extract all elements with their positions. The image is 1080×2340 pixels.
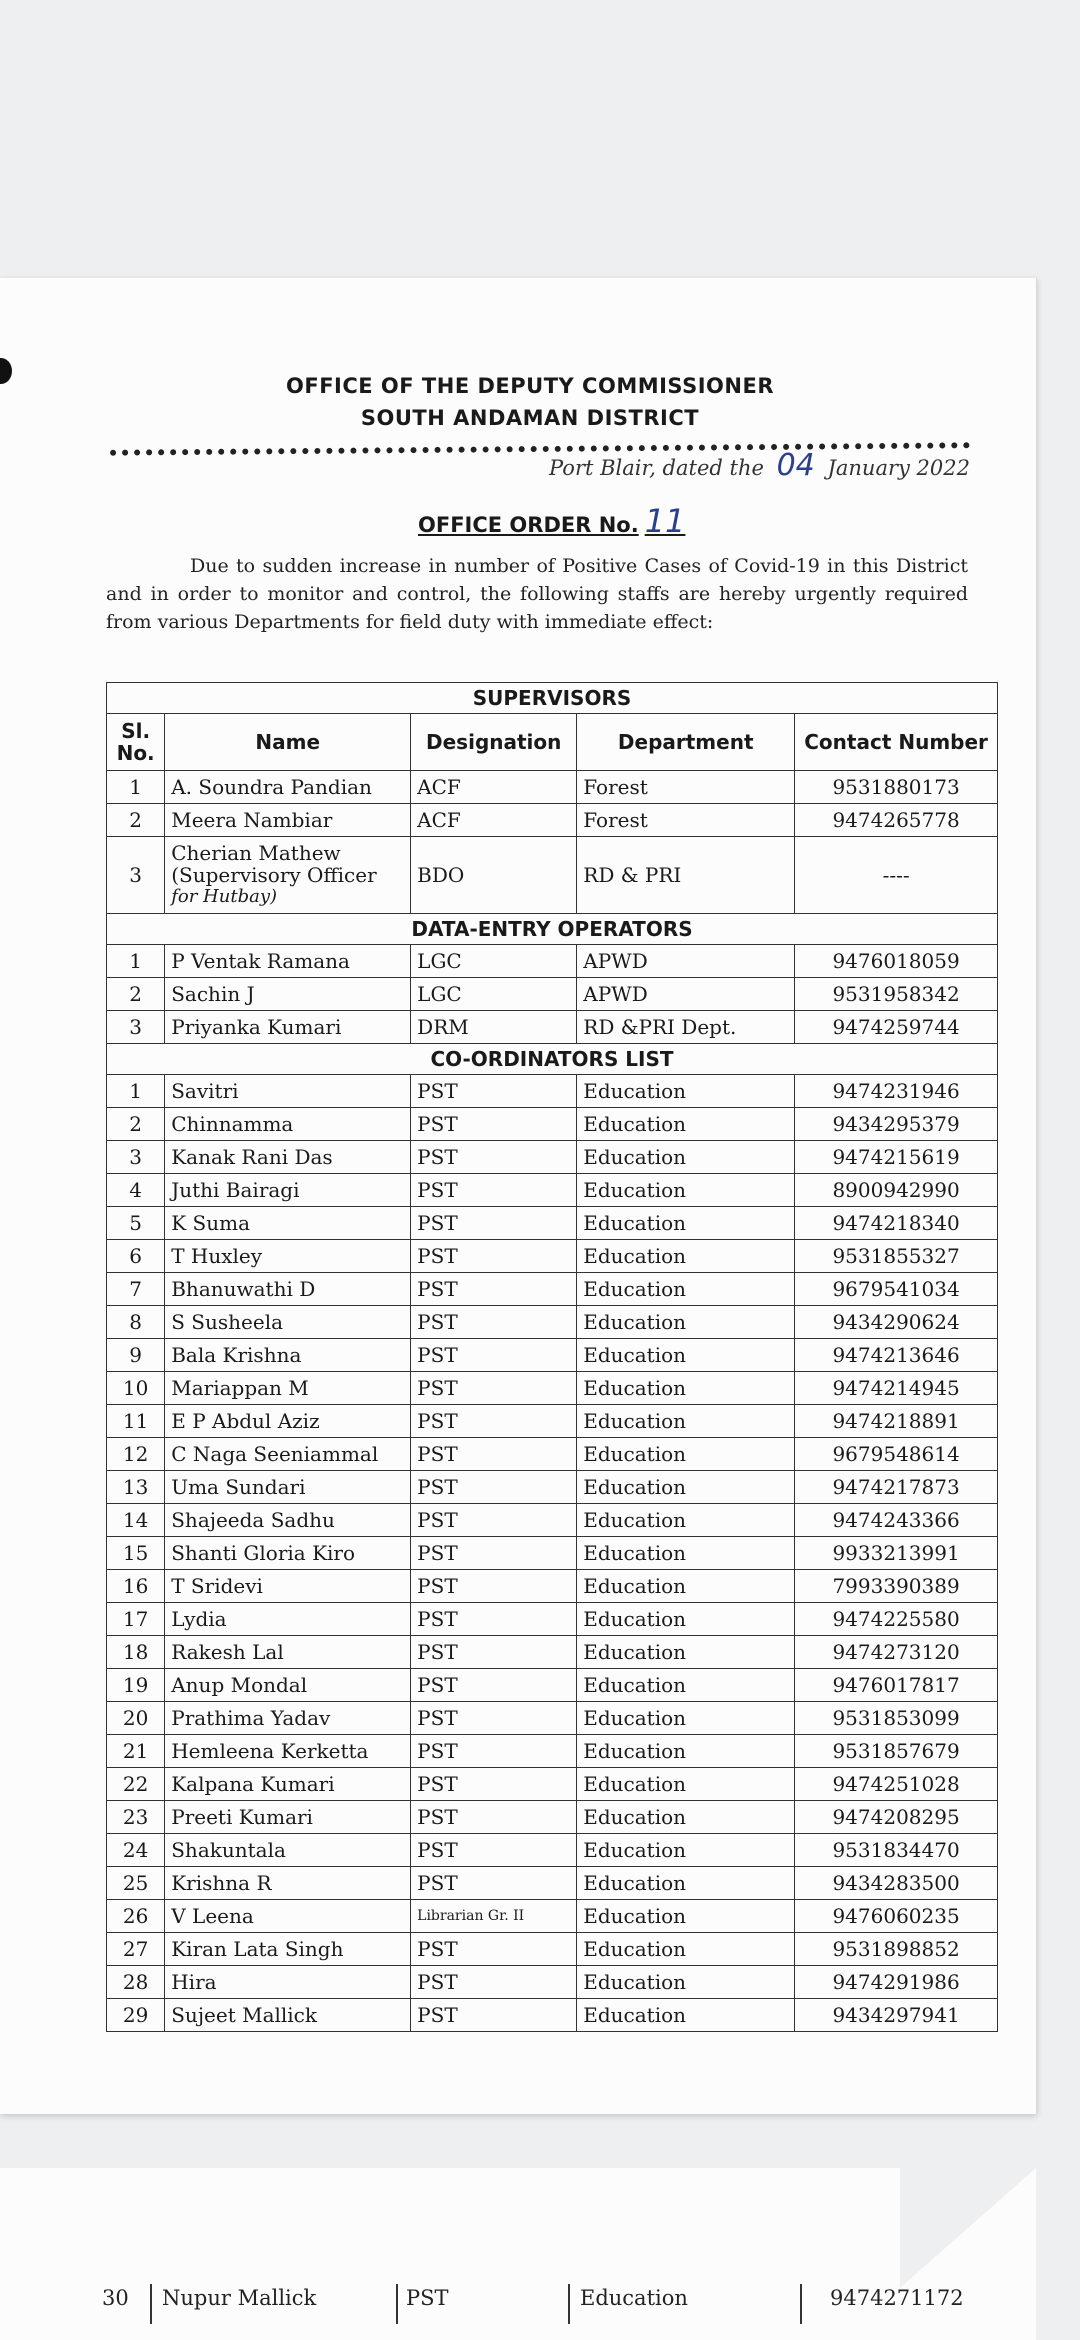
cell-department: Education xyxy=(577,1240,795,1273)
cell-sl: 5 xyxy=(107,1207,165,1240)
table-row xyxy=(107,1141,998,1174)
cell-designation: PST xyxy=(411,1834,577,1867)
section-row-coordinators xyxy=(107,1044,998,1075)
order-label: OFFICE ORDER No. xyxy=(418,513,639,537)
table-row xyxy=(107,1339,998,1372)
table-row xyxy=(107,804,998,837)
cell-sl: 2 xyxy=(107,804,165,837)
cell-department: Education xyxy=(577,1306,795,1339)
table-row xyxy=(107,1240,998,1273)
cell-sl: 9 xyxy=(107,1339,165,1372)
table-row xyxy=(107,1011,998,1044)
cell-department: Education xyxy=(577,1867,795,1900)
cell-sl: 13 xyxy=(107,1471,165,1504)
cell-sl: 1 xyxy=(107,1075,165,1108)
table-row xyxy=(107,1405,998,1438)
cell-designation: PST xyxy=(411,1768,577,1801)
cell-sl: 19 xyxy=(107,1669,165,1702)
cell-sl: 6 xyxy=(107,1240,165,1273)
section-title: DATA-ENTRY OPERATORS xyxy=(107,914,998,945)
cell-department: Education xyxy=(577,1966,795,1999)
cell-department: Forest xyxy=(577,771,795,804)
cell-department: Education xyxy=(577,1504,795,1537)
cell-contact: 9474218340 xyxy=(795,1207,998,1240)
cell-contact: 9474215619 xyxy=(795,1141,998,1174)
cell-contact: ---- xyxy=(795,837,998,914)
handwritten-day: 04 xyxy=(776,448,815,483)
cell-designation: PST xyxy=(411,1999,577,2032)
cell-designation: PST xyxy=(411,1339,577,1372)
cell-contact: 9474208295 xyxy=(795,1801,998,1834)
cell-contact: 9434295379 xyxy=(795,1108,998,1141)
column-header-row xyxy=(107,714,998,771)
cell-name-text: Cherian Mathew xyxy=(171,841,341,865)
date-line xyxy=(500,448,970,483)
next-row-sl: 30 xyxy=(102,2286,129,2310)
cell-sl: 20 xyxy=(107,1702,165,1735)
table-row xyxy=(107,1504,998,1537)
cell-department: Education xyxy=(577,1471,795,1504)
cell-name: T Sridevi xyxy=(165,1570,411,1603)
cell-designation: PST xyxy=(411,1174,577,1207)
cell-designation: PST xyxy=(411,1801,577,1834)
cell-designation: Librarian Gr. II xyxy=(411,1900,577,1933)
cell-name: Preeti Kumari xyxy=(165,1801,411,1834)
cell-department: Education xyxy=(577,1405,795,1438)
cell-contact: 9474265778 xyxy=(795,804,998,837)
cell-name: Mariappan M xyxy=(165,1372,411,1405)
cell-sl: 17 xyxy=(107,1603,165,1636)
next-row-contact: 9474271172 xyxy=(830,2286,964,2310)
cell-sl: 8 xyxy=(107,1306,165,1339)
cell-sl: 22 xyxy=(107,1768,165,1801)
cell-name: Sachin J xyxy=(165,978,411,1011)
cell-sl: 2 xyxy=(107,1108,165,1141)
cell-contact: 9474213646 xyxy=(795,1339,998,1372)
cell-name: Bala Krishna xyxy=(165,1339,411,1372)
cell-designation: BDO xyxy=(411,837,577,914)
section-row-supervisors xyxy=(107,683,998,714)
cell-designation: PST xyxy=(411,1108,577,1141)
table-row xyxy=(107,1999,998,2032)
cell-designation: PST xyxy=(411,1306,577,1339)
order-title xyxy=(418,502,685,540)
section-row-operators xyxy=(107,914,998,945)
cell-department: RD &PRI Dept. xyxy=(577,1011,795,1044)
table-row xyxy=(107,1636,998,1669)
cell-sl: 2 xyxy=(107,978,165,1011)
table-row xyxy=(107,771,998,804)
cell-contact: 9531834470 xyxy=(795,1834,998,1867)
cell-contact: 9474214945 xyxy=(795,1372,998,1405)
cell-sl: 12 xyxy=(107,1438,165,1471)
cell-department: Education xyxy=(577,1570,795,1603)
cell-sl: 1 xyxy=(107,771,165,804)
table-row xyxy=(107,1966,998,1999)
cell-contact: 9531853099 xyxy=(795,1702,998,1735)
cell-department: Education xyxy=(577,1075,795,1108)
cell-sl: 25 xyxy=(107,1867,165,1900)
table-row xyxy=(107,1867,998,1900)
table-row xyxy=(107,1207,998,1240)
cell-department: APWD xyxy=(577,945,795,978)
col-header-department: Department xyxy=(577,714,795,771)
section-title: SUPERVISORS xyxy=(107,683,998,714)
cell-contact: 9531898852 xyxy=(795,1933,998,1966)
table-row xyxy=(107,1174,998,1207)
cell-sl: 1 xyxy=(107,945,165,978)
cell-name: Bhanuwathi D xyxy=(165,1273,411,1306)
cell-sl: 23 xyxy=(107,1801,165,1834)
cell-sl: 14 xyxy=(107,1504,165,1537)
cell-contact: 9476018059 xyxy=(795,945,998,978)
cell-contact: 9476060235 xyxy=(795,1900,998,1933)
cell-contact: 9474218891 xyxy=(795,1405,998,1438)
col-header-sl: Sl. No. xyxy=(107,714,165,771)
cell-designation: PST xyxy=(411,1273,577,1306)
cell-designation: PST xyxy=(411,1702,577,1735)
cell-sl: 18 xyxy=(107,1636,165,1669)
cell-designation: PST xyxy=(411,1438,577,1471)
cell-sl: 29 xyxy=(107,1999,165,2032)
table-row xyxy=(107,1075,998,1108)
cell-name: Krishna R xyxy=(165,1867,411,1900)
office-heading: OFFICE OF THE DEPUTY COMMISSIONER xyxy=(286,374,774,398)
cell-name: T Huxley xyxy=(165,1240,411,1273)
cell-department: Education xyxy=(577,1933,795,1966)
cell-designation: LGC xyxy=(411,945,577,978)
cell-department: Education xyxy=(577,1801,795,1834)
cell-department: Education xyxy=(577,1339,795,1372)
table-row xyxy=(107,1768,998,1801)
table-row xyxy=(107,1834,998,1867)
date-prefix: Port Blair, dated the xyxy=(549,456,764,480)
cell-department: Education xyxy=(577,1372,795,1405)
cell-sl: 27 xyxy=(107,1933,165,1966)
table-row xyxy=(107,1537,998,1570)
next-row-name: Nupur Mallick xyxy=(162,2286,317,2310)
cell-designation: PST xyxy=(411,1636,577,1669)
table-row xyxy=(107,837,998,914)
table-border xyxy=(568,2284,570,2324)
cell-name: S Susheela xyxy=(165,1306,411,1339)
cell-sl: 3 xyxy=(107,837,165,914)
cell-department: Forest xyxy=(577,804,795,837)
cell-designation: PST xyxy=(411,1603,577,1636)
table-row xyxy=(107,1801,998,1834)
cell-contact: 9531857679 xyxy=(795,1735,998,1768)
cell-designation: PST xyxy=(411,1669,577,1702)
table-row xyxy=(107,1603,998,1636)
col-header-contact: Contact Number xyxy=(795,714,998,771)
date-month-year: January 2022 xyxy=(827,456,970,480)
cell-designation: PST xyxy=(411,1207,577,1240)
cell-sl: 10 xyxy=(107,1372,165,1405)
cell-name: Juthi Bairagi xyxy=(165,1174,411,1207)
cell-name-note: for Hutbay) xyxy=(171,886,278,907)
cell-sl: 3 xyxy=(107,1141,165,1174)
cell-name: Anup Mondal xyxy=(165,1669,411,1702)
cell-department: Education xyxy=(577,1999,795,2032)
cell-department: Education xyxy=(577,1900,795,1933)
cell-designation: PST xyxy=(411,1933,577,1966)
cell-contact: 9474231946 xyxy=(795,1075,998,1108)
cell-contact: 8900942990 xyxy=(795,1174,998,1207)
cell-department: RD & PRI xyxy=(577,837,795,914)
cell-department: Education xyxy=(577,1108,795,1141)
cell-contact: 9474217873 xyxy=(795,1471,998,1504)
cell-sl: 11 xyxy=(107,1405,165,1438)
cell-name: Kiran Lata Singh xyxy=(165,1933,411,1966)
cell-department: Education xyxy=(577,1273,795,1306)
cell-contact: 9531958342 xyxy=(795,978,998,1011)
col-header-designation: Designation xyxy=(411,714,577,771)
cell-department: Education xyxy=(577,1537,795,1570)
cell-designation: PST xyxy=(411,1537,577,1570)
next-row-department: Education xyxy=(580,2286,688,2310)
staff-table-body xyxy=(107,683,998,2032)
cell-contact: 9474273120 xyxy=(795,1636,998,1669)
cell-department: Education xyxy=(577,1438,795,1471)
cell-name: Shakuntala xyxy=(165,1834,411,1867)
cell-contact: 9434283500 xyxy=(795,1867,998,1900)
cell-contact: 9933213991 xyxy=(795,1537,998,1570)
cell-department: Education xyxy=(577,1834,795,1867)
cell-name: Chinnamma xyxy=(165,1108,411,1141)
cell-contact: 9474259744 xyxy=(795,1011,998,1044)
cell-name: Uma Sundari xyxy=(165,1471,411,1504)
cell-designation: ACF xyxy=(411,771,577,804)
cell-contact: 9531855327 xyxy=(795,1240,998,1273)
table-row xyxy=(107,945,998,978)
table-row xyxy=(107,978,998,1011)
cell-department: Education xyxy=(577,1207,795,1240)
cell-name: Hira xyxy=(165,1966,411,1999)
cell-name: Priyanka Kumari xyxy=(165,1011,411,1044)
cell-department: Education xyxy=(577,1768,795,1801)
table-row xyxy=(107,1570,998,1603)
cell-name: Prathima Yadav xyxy=(165,1702,411,1735)
cell-contact: 9531880173 xyxy=(795,771,998,804)
table-border xyxy=(800,2284,802,2324)
cell-name-note: (Supervisory Officer xyxy=(171,863,377,887)
staff-table-wrapper xyxy=(106,682,998,2032)
cell-name: Shanti Gloria Kiro xyxy=(165,1537,411,1570)
cell-designation: PST xyxy=(411,1075,577,1108)
cell-designation: PST xyxy=(411,1240,577,1273)
cell-contact: 9474251028 xyxy=(795,1768,998,1801)
cell-department: Education xyxy=(577,1603,795,1636)
cell-sl: 15 xyxy=(107,1537,165,1570)
cell-designation: PST xyxy=(411,1504,577,1537)
cell-department: Education xyxy=(577,1141,795,1174)
cell-name: P Ventak Ramana xyxy=(165,945,411,978)
cell-sl: 16 xyxy=(107,1570,165,1603)
cell-designation: PST xyxy=(411,1867,577,1900)
table-row xyxy=(107,1471,998,1504)
cell-contact: 9474243366 xyxy=(795,1504,998,1537)
cell-designation: PST xyxy=(411,1405,577,1438)
table-row xyxy=(107,1438,998,1471)
cell-designation: PST xyxy=(411,1141,577,1174)
cell-department: Education xyxy=(577,1702,795,1735)
cell-designation: LGC xyxy=(411,978,577,1011)
cell-sl: 26 xyxy=(107,1900,165,1933)
table-border xyxy=(396,2284,398,2324)
table-row xyxy=(107,1108,998,1141)
cell-contact: 9434290624 xyxy=(795,1306,998,1339)
table-row xyxy=(107,1372,998,1405)
table-row xyxy=(107,1669,998,1702)
cell-department: Education xyxy=(577,1669,795,1702)
cell-name: Meera Nambiar xyxy=(165,804,411,837)
page-fold-corner xyxy=(900,2168,1036,2288)
cell-designation: PST xyxy=(411,1966,577,1999)
cell-contact: 9434297941 xyxy=(795,1999,998,2032)
cell-name: C Naga Seeniammal xyxy=(165,1438,411,1471)
cell-sl: 7 xyxy=(107,1273,165,1306)
cell-name: K Suma xyxy=(165,1207,411,1240)
cell-name: Kanak Rani Das xyxy=(165,1141,411,1174)
cell-designation: PST xyxy=(411,1471,577,1504)
cell-name: Kalpana Kumari xyxy=(165,1768,411,1801)
table-border xyxy=(150,2284,152,2324)
cell-name: V Leena xyxy=(165,1900,411,1933)
handwritten-order-number: 11 xyxy=(644,502,686,540)
table-row xyxy=(107,1933,998,1966)
cell-designation: DRM xyxy=(411,1011,577,1044)
table-row xyxy=(107,1273,998,1306)
intro-paragraph: Due to sudden increase in number of Positive Cases of Covid-19 in this District and in order to monitor and control, the following staffs are hereby urgently required from various Departments for field duty with immediate effect: xyxy=(106,555,968,633)
cell-contact: 9679541034 xyxy=(795,1273,998,1306)
cell-contact: 7993390389 xyxy=(795,1570,998,1603)
cell-contact: 9474225580 xyxy=(795,1603,998,1636)
cell-name: Lydia xyxy=(165,1603,411,1636)
cell-name: Savitri xyxy=(165,1075,411,1108)
district-heading: SOUTH ANDAMAN DISTRICT xyxy=(360,406,700,430)
cell-department: APWD xyxy=(577,978,795,1011)
cell-designation: ACF xyxy=(411,804,577,837)
cell-department: Education xyxy=(577,1174,795,1207)
cell-name: Hemleena Kerketta xyxy=(165,1735,411,1768)
cell-name xyxy=(165,837,411,914)
cell-contact: 9474291986 xyxy=(795,1966,998,1999)
cell-sl: 24 xyxy=(107,1834,165,1867)
next-page-fragment xyxy=(0,2168,1036,2340)
cell-sl: 28 xyxy=(107,1966,165,1999)
cell-sl: 3 xyxy=(107,1011,165,1044)
cell-sl: 4 xyxy=(107,1174,165,1207)
cell-contact: 9476017817 xyxy=(795,1669,998,1702)
cell-department: Education xyxy=(577,1735,795,1768)
staff-table xyxy=(106,682,998,2032)
table-row xyxy=(107,1900,998,1933)
table-row xyxy=(107,1735,998,1768)
section-title: CO-ORDINATORS LIST xyxy=(107,1044,998,1075)
col-header-name: Name xyxy=(165,714,411,771)
cell-designation: PST xyxy=(411,1735,577,1768)
cell-name: Sujeet Mallick xyxy=(165,1999,411,2032)
cell-sl: 21 xyxy=(107,1735,165,1768)
cell-name: Rakesh Lal xyxy=(165,1636,411,1669)
cell-department: Education xyxy=(577,1636,795,1669)
cell-name: A. Soundra Pandian xyxy=(165,771,411,804)
cell-contact: 9679548614 xyxy=(795,1438,998,1471)
cell-name: Shajeeda Sadhu xyxy=(165,1504,411,1537)
next-row-designation: PST xyxy=(406,2286,449,2310)
cell-designation: PST xyxy=(411,1570,577,1603)
cell-designation: PST xyxy=(411,1372,577,1405)
table-row xyxy=(107,1702,998,1735)
table-row xyxy=(107,1306,998,1339)
cell-name: E P Abdul Aziz xyxy=(165,1405,411,1438)
